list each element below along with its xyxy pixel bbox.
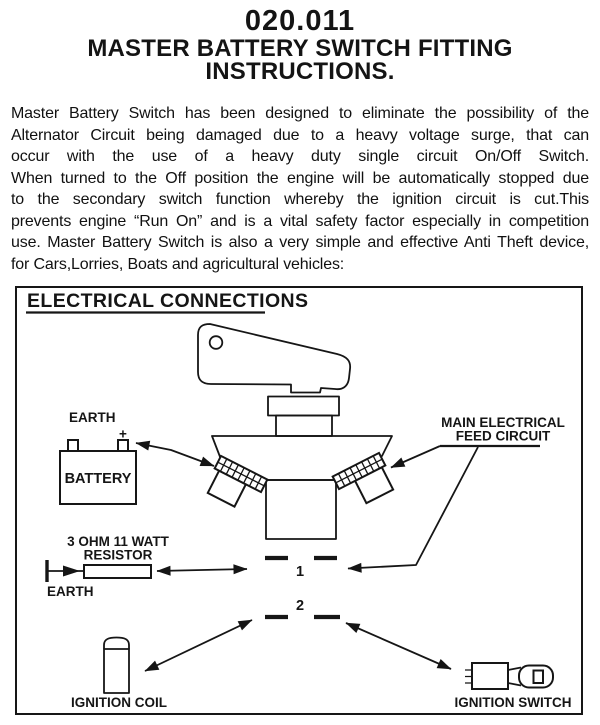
coil-to-point2-arrow <box>145 620 252 671</box>
battery-to-switch-arrow <box>136 443 214 466</box>
diagram-title: ELECTRICAL CONNECTIONS <box>27 290 309 312</box>
resistor-label-2: RESISTOR <box>83 547 153 563</box>
intro-line: When turned to the Off position the engine will be automatically stopped due <box>11 169 589 187</box>
ignition-switch-box <box>472 663 508 689</box>
ignition-coil-label: IGNITION COIL <box>71 695 167 710</box>
switch-prongs <box>465 670 472 683</box>
battery-label: BATTERY <box>64 471 132 487</box>
intro-line: Alternator Circuit being damaged due to a heavy voltage surge, that can <box>11 126 589 144</box>
master-battery-switch <box>198 324 397 539</box>
intro-line: occur with the use of a heavy duty single circuit On/Off Switch. <box>11 148 589 165</box>
battery-plus-sign: + <box>119 426 127 442</box>
switch-to-point2-arrow <box>346 623 451 669</box>
battery <box>60 410 136 504</box>
switch-terminal-right <box>333 453 397 511</box>
switch-neck <box>276 416 332 437</box>
document-header <box>0 0 600 83</box>
earth-arrowhead <box>63 566 80 577</box>
terminal1-number: 1 <box>295 564 305 580</box>
switch-collar <box>268 397 339 416</box>
coil-dome <box>104 638 129 650</box>
wiring-terminals <box>265 558 340 617</box>
title-line-2: INSTRUCTIONS. <box>205 58 395 85</box>
key-hole <box>210 336 223 349</box>
resistor-to-point1-arrow <box>157 569 247 571</box>
battery-earth-label: EARTH <box>69 410 116 425</box>
intro-line: prevents engine “Run On” and is a vital safety factor especially in competition <box>11 212 589 230</box>
resistor-label-1: 3 OHM 11 WATT <box>67 534 169 549</box>
intro-line: to the secondary switch function whereby the ignition circuit is cut.This <box>11 191 589 208</box>
battery-positive-terminal <box>118 440 128 451</box>
intro-paragraph <box>0 103 600 275</box>
intro-line: for Cars,Lorries, Boats and agricultural vehicles: <box>11 255 345 273</box>
electrical-connections-diagram <box>15 286 583 715</box>
ignition-switch <box>455 663 572 710</box>
resistor-assembly <box>47 534 247 599</box>
intro-line: Master Battery Switch has been designed to eliminate the possibility of the <box>11 105 589 122</box>
ignition-coil <box>71 638 167 711</box>
ignition-switch-label: IGNITION SWITCH <box>454 695 572 710</box>
resistor-box <box>84 565 151 578</box>
resistor-earth-label: EARTH <box>47 584 94 599</box>
terminal2-number: 2 <box>295 598 305 614</box>
battery-negative-terminal <box>68 440 78 451</box>
intro-line: use. Master Battery Switch is also a very simple and effective Anti Theft device, <box>11 234 589 251</box>
main-feed-label-1: MAIN ELECTRICAL <box>441 415 565 430</box>
title-line-1: MASTER BATTERY SWITCH FITTING <box>87 35 513 62</box>
diagram-canvas <box>17 288 581 713</box>
coil-body <box>104 649 129 693</box>
key-head-slot <box>534 671 544 684</box>
part-number: 020.011 <box>244 5 356 37</box>
switch-key-handle <box>198 324 350 393</box>
main-feed-label-2: FEED CIRCUIT <box>455 428 551 444</box>
switch-body <box>266 480 336 539</box>
feed-to-terminal-arrow <box>391 446 440 468</box>
